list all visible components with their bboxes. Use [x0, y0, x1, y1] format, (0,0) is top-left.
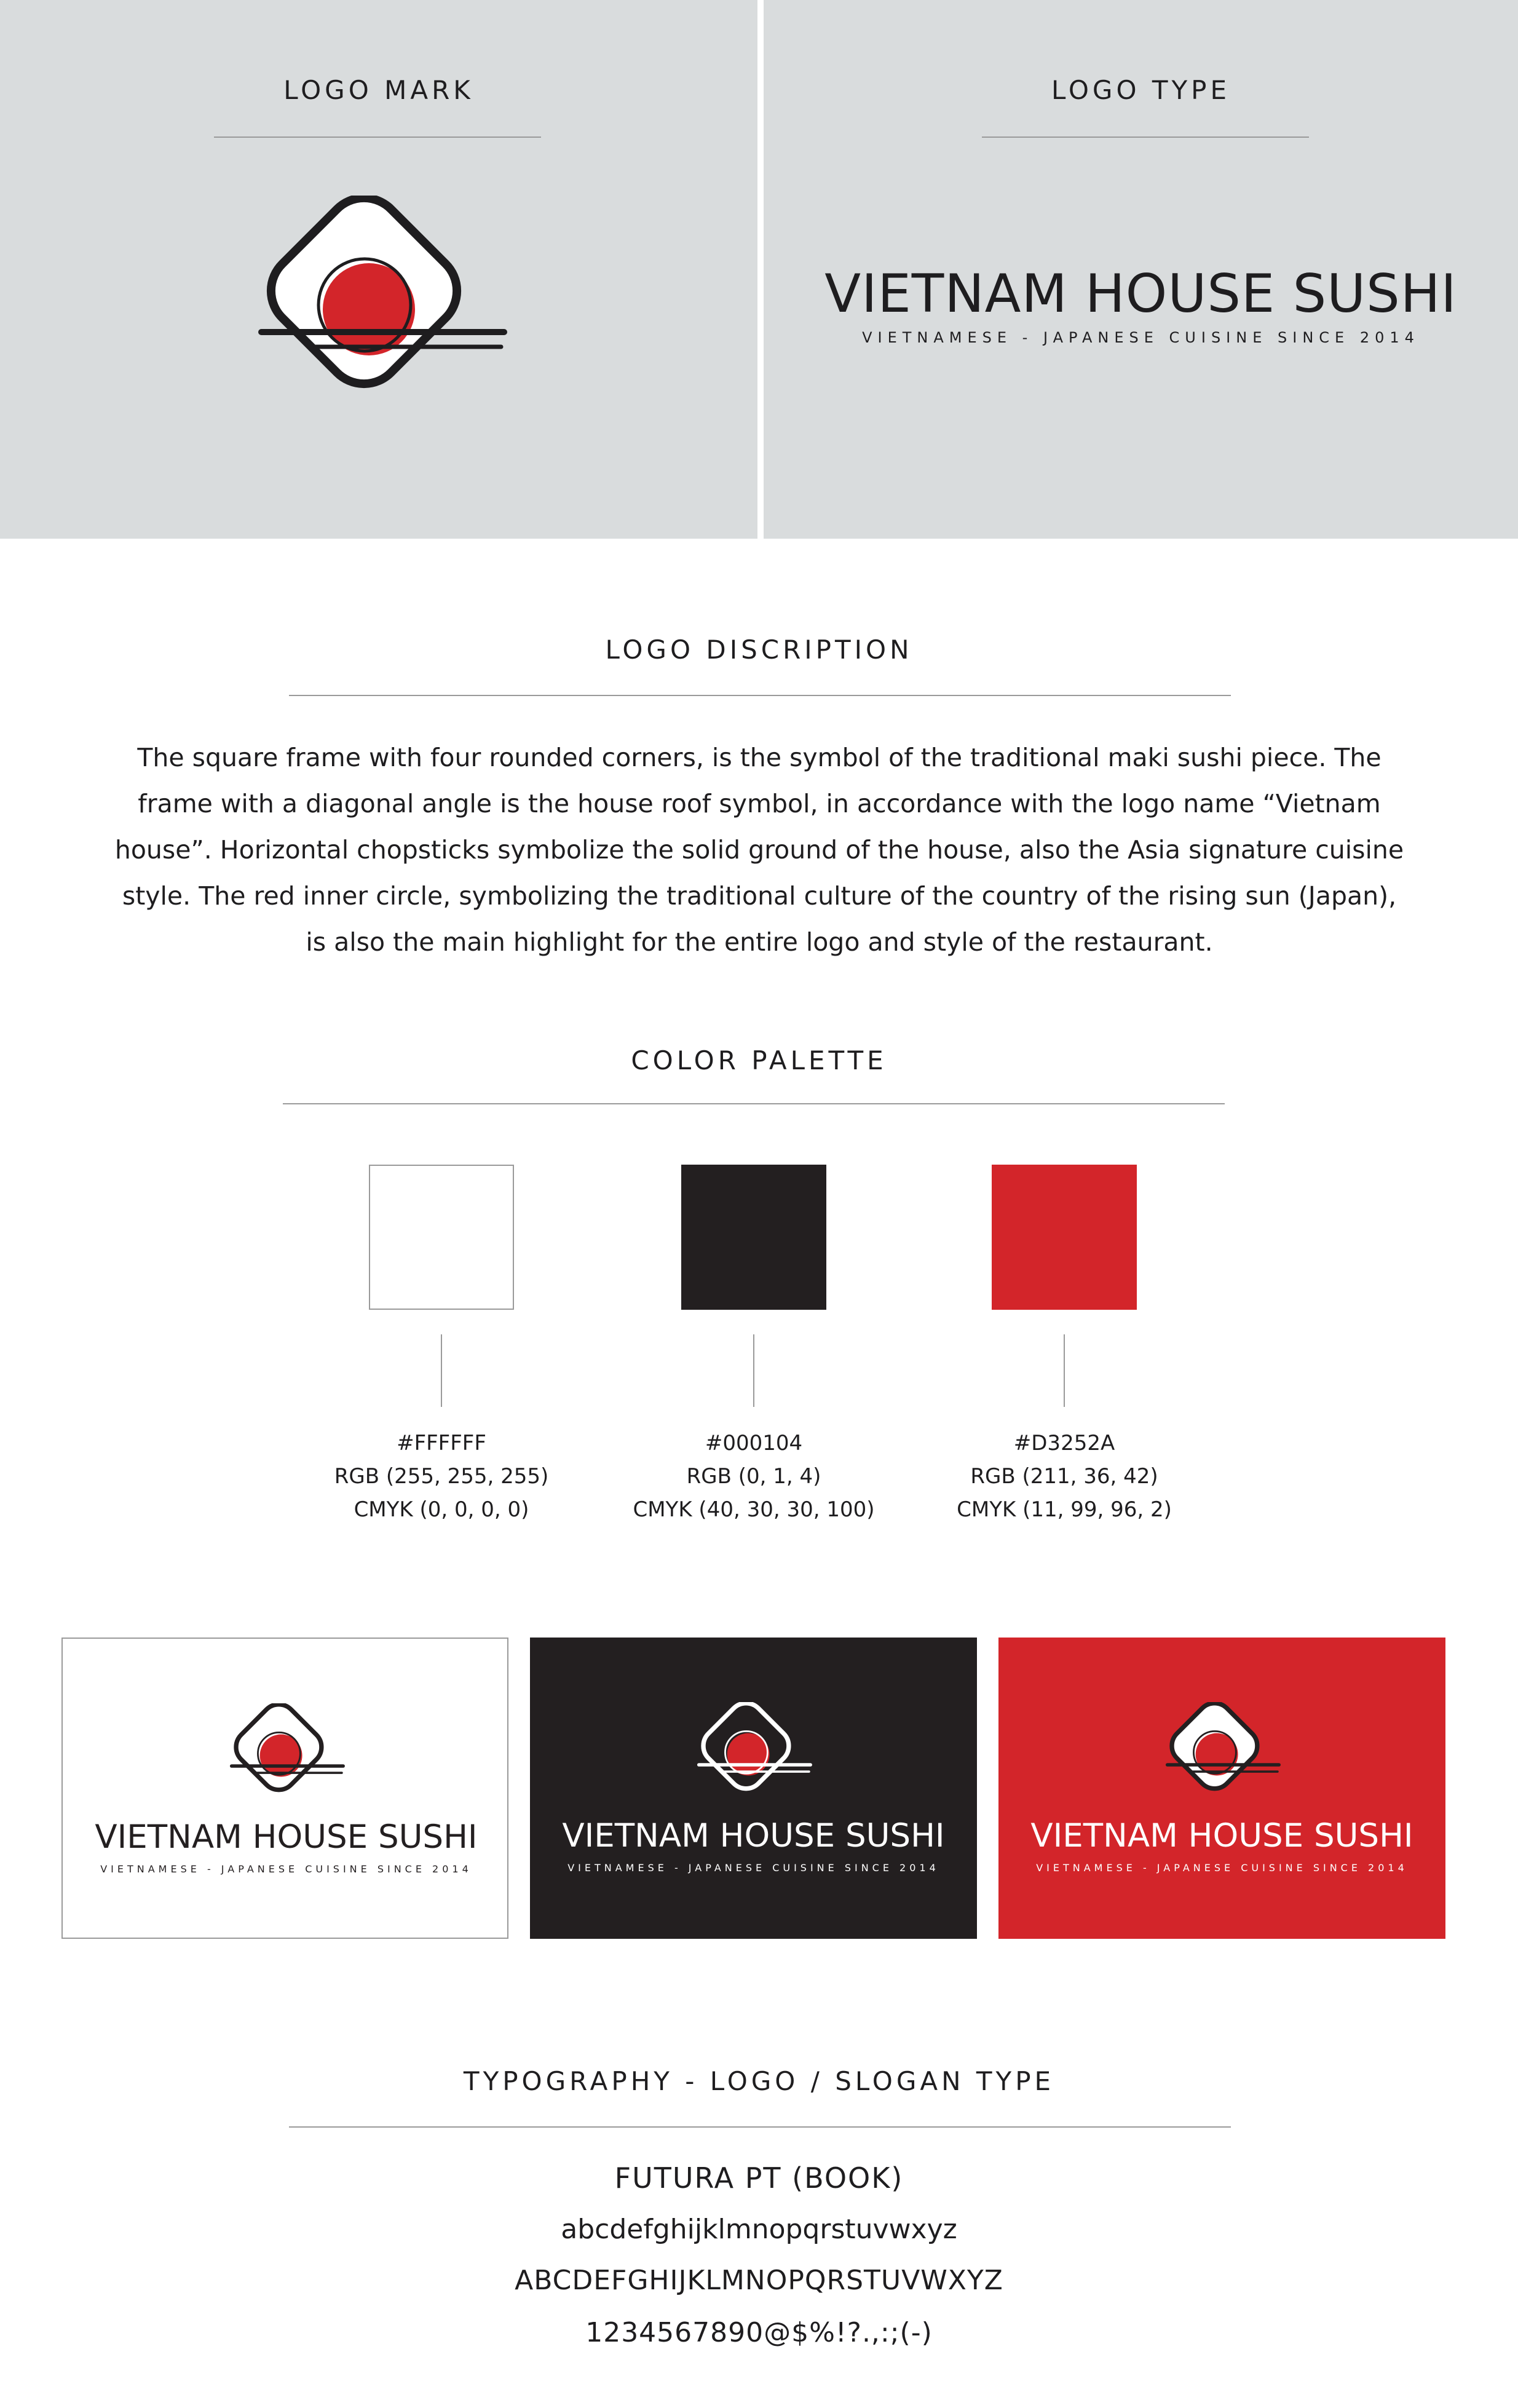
swatch-connector: [1064, 1334, 1065, 1407]
color-cmyk: CMYK (11, 99, 96, 2): [957, 1497, 1172, 1522]
logo-type-panel: [764, 0, 1518, 539]
color-info-red: [911, 1427, 1218, 1526]
logo-mark-rule: [214, 137, 541, 138]
lowercase-sample: abcdefghijklmnopqrstuvwxyz: [561, 2214, 957, 2245]
color-hex: #FFFFFF: [397, 1431, 486, 1455]
typography-rule: [289, 2126, 1231, 2128]
logo-type-slogan: VIETNAMESE - JAPANESE CUISINE SINCE 2014: [862, 329, 1420, 346]
variant-name: VIETNAM HOUSE SUSHI: [1030, 1817, 1413, 1855]
logo-variant-black: [530, 1638, 977, 1939]
typography-heading: TYPOGRAPHY - LOGO / SLOGAN TYPE: [463, 2066, 1055, 2096]
palette-heading: COLOR PALETTE: [631, 1045, 887, 1075]
sushi-house-logo-icon: [691, 1702, 814, 1807]
logo-type-name: VIETNAM HOUSE SUSHI: [824, 263, 1457, 325]
sushi-house-logo-icon: [1160, 1702, 1283, 1807]
logo-type-rule: [982, 137, 1309, 138]
swatch-red: [992, 1165, 1137, 1310]
color-rgb: RGB (211, 36, 42): [970, 1464, 1158, 1489]
swatch-connector: [441, 1334, 442, 1407]
logo-mark-heading: LOGO MARK: [283, 75, 474, 105]
variant-name: VIETNAM HOUSE SUSHI: [562, 1817, 945, 1855]
uppercase-sample: ABCDEFGHIJKLMNOPQRSTUVWXYZ: [515, 2265, 1003, 2296]
swatch-black: [681, 1165, 826, 1310]
swatch-connector: [753, 1334, 754, 1407]
description-heading: LOGO DISCRIPTION: [605, 635, 913, 665]
logo-variant-white: [61, 1638, 508, 1939]
variant-slogan: VIETNAMESE - JAPANESE CUISINE SINCE 2014: [1036, 1862, 1408, 1874]
sushi-house-logo-icon: [249, 196, 507, 423]
logo-variant-red: [998, 1638, 1445, 1939]
color-rgb: RGB (0, 1, 4): [686, 1464, 821, 1489]
logo-mark-panel: [0, 0, 757, 539]
digits-symbols-sample: 1234567890@$%!?.,:;(-): [585, 2317, 933, 2348]
variant-slogan: VIETNAMESE - JAPANESE CUISINE SINCE 2014: [100, 1863, 472, 1875]
color-cmyk: CMYK (40, 30, 30, 100): [633, 1497, 875, 1522]
color-info-black: [600, 1427, 907, 1526]
palette-rule: [283, 1103, 1225, 1104]
description-rule: [289, 695, 1231, 696]
color-hex: #D3252A: [1013, 1431, 1115, 1455]
swatch-white: [369, 1165, 514, 1310]
color-hex: #000104: [705, 1431, 803, 1455]
logo-type-heading: LOGO TYPE: [1051, 75, 1231, 105]
font-name: FUTURA PT (BOOK): [614, 2161, 904, 2195]
variant-slogan: VIETNAMESE - JAPANESE CUISINE SINCE 2014: [567, 1862, 939, 1874]
color-info-white: [288, 1427, 595, 1526]
variant-name: VIETNAM HOUSE SUSHI: [95, 1818, 478, 1856]
logo-description-text: The square frame with four rounded corners, is the symbol of the traditional maki sushi piece. The frame with a diagonal angle is the house roof symbol, in accordance with the logo name “Vietnam house”. Horizontal chopsticks symbolize the solid ground of the house, also the Asia signature cuisine style. The red inner circle, symbolizing the traditional culture of the country of the rising sun (Japan), is also the main highlight for the entire logo and style of the restaurant.: [114, 743, 1404, 957]
sushi-house-logo-icon: [224, 1703, 347, 1808]
color-rgb: RGB (255, 255, 255): [334, 1464, 549, 1489]
color-cmyk: CMYK (0, 0, 0, 0): [354, 1497, 529, 1522]
